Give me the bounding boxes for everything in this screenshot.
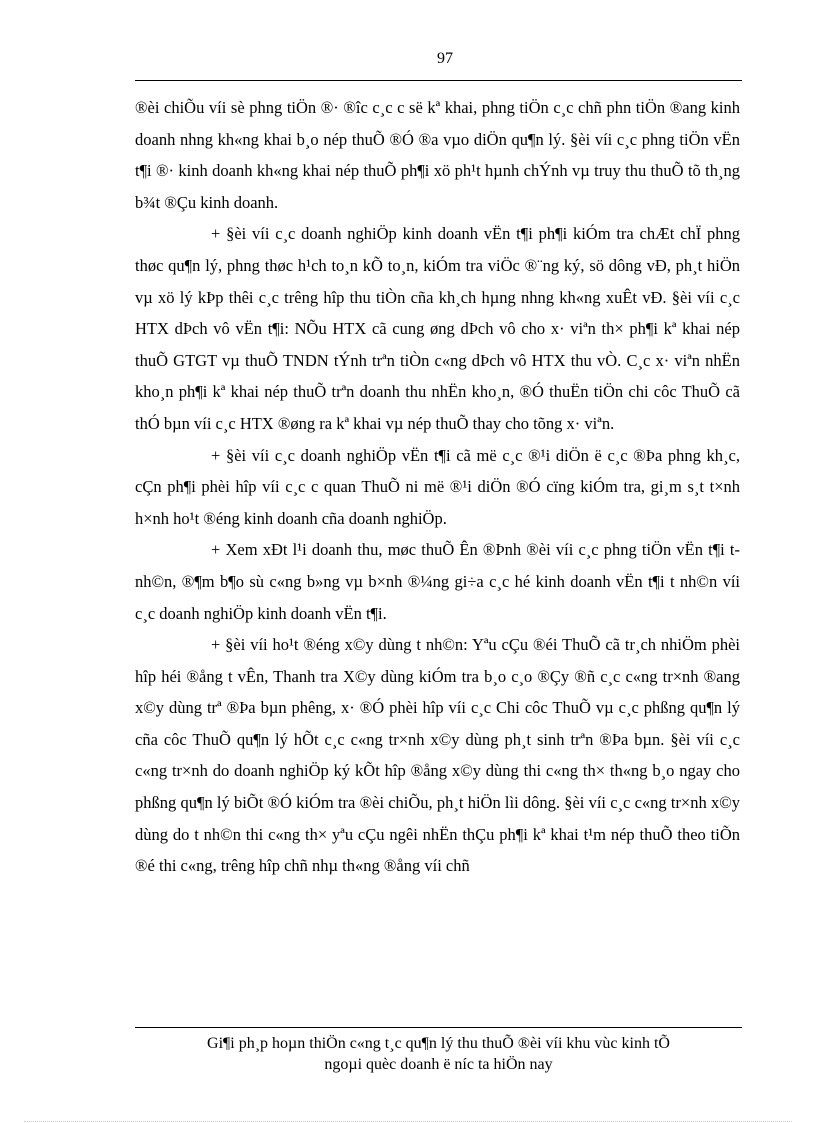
footer-title [135,1033,742,1075]
footer-rule [135,1027,742,1028]
paragraph-1: ®èi chiÕu víi sè phng tiÖn ®· ®îc c¸c c së kª khai, phng tiÖn c¸c chñ phn tiÖn ®ang kinh doanh nhng kh«ng khai b¸o nép thuÕ ®Ó ®a vµo diÖn qu¶n lý. §èi víi c¸c phng tiÖn vËn t¶i ®· kinh doanh kh«ng khai nép thuÕ ph¶i xö ph¹t hµnh chÝnh vµ truy thu thuÕ tõ th¸ng b¾t ®Çu kinh doanh. [135,98,740,212]
page-edge-divider [24,1121,792,1122]
footer-line-2: ngoµi quèc doanh ë níc ta hiÖn nay [324,1056,553,1073]
paragraph-5: + §èi víi ho¹t ®éng x©y dùng t nh©n: Yªu cÇu ®éi ThuÕ cã tr¸ch nhiÖm phèi hîp héi ®ång t vÊn, Thanh tra X©y dùng kiÓm tra b¸o c¸o ®Çy ®ñ c¸c c«ng tr×nh ®ang x©y dùng trª ®Þa bµn phêng, x· ®Ó phèi hîp víi c¸c Chi côc ThuÕ vµ c¸c phßng qu¶n lý cña côc ThuÕ qu¶n lý hÕt c¸c c«ng tr×nh x©y dùng ph¸t sinh trªn ®Þa bµn. §èi víi c¸c c«ng tr×nh do doanh nghiÖp ký kÕt hîp ®ång x©y dùng thi c«ng th× th«ng b¸o ngay cho phßng qu¶n lý biÕt ®Ó kiÓm tra ®èi chiÕu, ph¸t hiÖn lìi dông. §èi víi c¸c c«ng tr×nh x©y dùng do t nh©n thi c«ng th× yªu cÇu ngêi nhËn thÇu ph¶i kª khai t¹m nép thuÕ theo tiÕn ®é thi c«ng, trêng hîp chñ nhµ th«ng ®ång víi chñ [135,635,740,876]
footer-line-1: Gi¶i ph¸p hoµn thiÖn c«ng t¸c qu¶n lý thu thuÕ ®èi víi khu vùc kinh tÕ [207,1035,670,1052]
paragraph-4: + Xem xÐt l¹i doanh thu, møc thuÕ Ên ®Þnh ®èi víi c¸c phng tiÖn vËn t¶i t nh©n, ®¶m b¶o sù c«ng b»ng vµ b×nh ®¼ng gi÷a c¸c hé kinh doanh vËn t¶i t nh©n víi c¸c doanh nghiÖp kinh doanh vËn t¶i. [135,540,740,623]
body-text [135,92,740,882]
paragraph-2: + §èi víi c¸c doanh nghiÖp kinh doanh vËn t¶i ph¶i kiÓm tra chÆt chÏ phng thøc qu¶n lý, phng thøc h¹ch to¸n kÕ to¸n, kiÓm tra viÖc ®¨ng ký, sö dông vÐ, ph¸t hiÖn vµ xö lý kÞp thêi c¸c trêng hîp thu tiÒn cña kh¸ch hµng nhng kh«ng xuÊt vÐ. §èi víi c¸c HTX dÞch vô vËn t¶i: NÕu HTX cã cung øng dÞch vô cho x· viªn th× ph¶i kª khai nép thuÕ GTGT vµ thuÕ TNDN tÝnh trªn tiÒn c«ng dÞch vô HTX thu vÒ. C¸c x· viªn nhËn kho¸n ph¶i kª khai nép thuÕ trªn doanh thu nhËn kho¸n, ®Ó thuËn tiÖn chi côc ThuÕ cã thÓ bµn víi c¸c HTX ®øng ra kª khai vµ nép thuÕ thay cho tõng x· viªn. [135,224,740,433]
header-rule [135,80,742,81]
paragraph-3: + §èi víi c¸c doanh nghiÖp vËn t¶i cã më c¸c ®¹i diÖn ë c¸c ®Þa phng kh¸c, cÇn ph¶i phèi hîp víi c¸c c quan ThuÕ ni më ®¹i diÖn ®Ó cïng kiÓm tra, gi¸m s¸t t×nh h×nh ho¹t ®éng kinh doanh cña doanh nghiÖp. [135,445,740,528]
page-number: 97 [437,50,453,67]
